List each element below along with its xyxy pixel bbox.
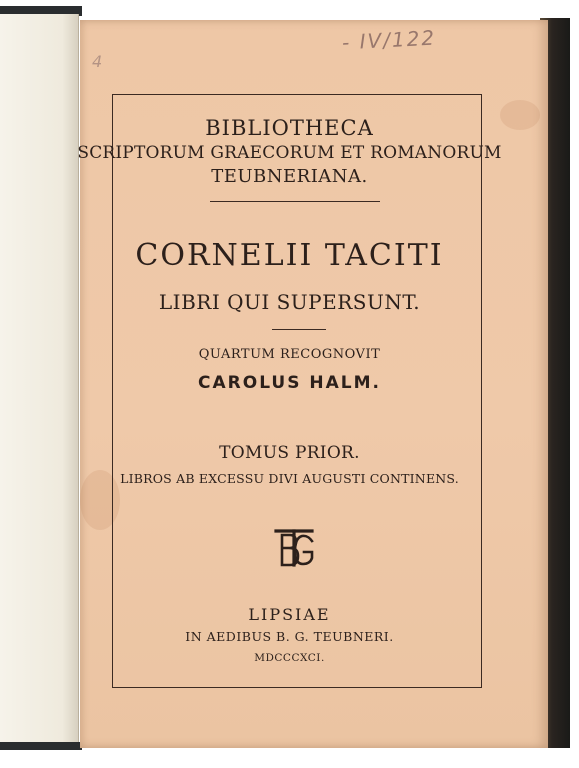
series-title-line1: BIBLIOTHECA bbox=[205, 116, 374, 140]
divider-rule bbox=[210, 201, 380, 202]
editor-name: CAROLUS HALM. bbox=[198, 373, 381, 393]
handwritten-corner-mark: 4 bbox=[92, 52, 103, 71]
author-name: CORNELII TACITI bbox=[135, 238, 444, 273]
book-binding-bottom bbox=[0, 742, 82, 750]
volume-contents: LIBROS AB EXCESSU DIVI AUGUSTI CONTINENS. bbox=[120, 471, 459, 486]
series-title-line3: TEUBNERIANA. bbox=[211, 166, 368, 187]
series-title-line2: SCRIPTORUM GRAECORUM ET ROMANORUM bbox=[77, 143, 502, 163]
edition-note: QUARTUM RECOGNOVIT bbox=[198, 347, 381, 362]
handwritten-shelfmark: - IV/122 bbox=[341, 25, 437, 55]
work-title: LIBRI QUI SUPERSUNT. bbox=[158, 290, 421, 314]
imprint-year: MDCCCXCI. bbox=[254, 652, 325, 664]
volume-title: TOMUS PRIOR. bbox=[219, 443, 360, 463]
imprint-publisher: IN AEDIBUS B. G. TEUBNERI. bbox=[185, 629, 394, 644]
divider-rule bbox=[272, 329, 326, 330]
imprint-city: LIPSIAE bbox=[248, 605, 331, 624]
publisher-monogram-icon bbox=[272, 527, 316, 569]
